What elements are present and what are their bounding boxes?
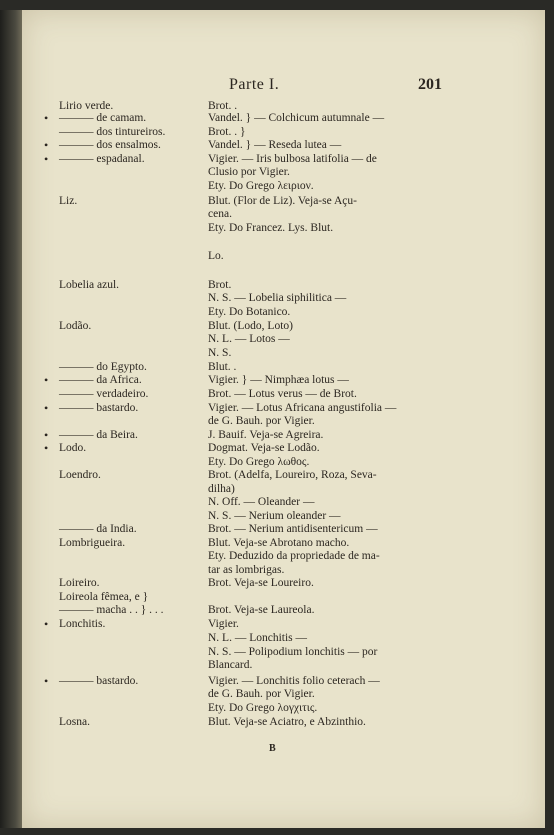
entry-definition: Blancard. — [208, 659, 253, 671]
asterisk-marker: • — [44, 138, 49, 152]
entry-definition: N. L. — Lonchitis — — [208, 632, 308, 644]
entry-definition: Blut. (Flor de Liz). Veja-se Açu- — [208, 195, 357, 207]
entry-definition: Vigier. — Lonchitis folio ceterach — — [208, 675, 380, 687]
asterisk-marker: • — [44, 441, 49, 455]
entry-definition: Vigier. — Lotus Africana angustifolia — — [208, 402, 397, 414]
entry-definition: Lo. — [208, 250, 224, 262]
entry-definition: Vigier. } — Nimphæa lotus — — [208, 374, 349, 386]
entry-headword: ——— da India. — [59, 523, 137, 535]
entry-headword: ——— da Beira. — [59, 429, 138, 441]
entry-headword: Lirio verde. — [59, 100, 114, 112]
entry-definition: Clusio por Vigier. — [208, 166, 290, 178]
entry-definition: Blut. . — [208, 361, 237, 373]
entry-definition: Brot. Veja-se Loureiro. — [208, 577, 314, 589]
running-header — [22, 72, 545, 96]
entry-headword: ——— do Egypto. — [59, 361, 147, 373]
entry-definition: Brot. — [208, 279, 232, 291]
entry-definition: Ety. Deduzido da propriedade de ma- — [208, 550, 380, 562]
entry-definition: Dogmat. Veja-se Lodão. — [208, 442, 320, 454]
entry-headword: ——— macha . . } . . . — [59, 604, 164, 616]
entry-definition: Ety. Do Botanico. — [208, 306, 291, 318]
entry-definition: N. S. — Nerium oleander — — [208, 510, 341, 522]
entry-definition: Blut. Veja-se Abrotano macho. — [208, 537, 350, 549]
entry-headword: Lobelia azul. — [59, 279, 120, 291]
entry-headword: ——— bastardo. — [59, 402, 139, 414]
asterisk-marker: • — [44, 111, 49, 125]
entry-headword: ——— dos tintureiros. — [59, 126, 166, 138]
entry-definition: N. S. — Lobelia siphilitica — — [208, 292, 347, 304]
entry-definition: Brot. Veja-se Laureola. — [208, 604, 315, 616]
entry-definition: cena. — [208, 208, 232, 220]
asterisk-marker: • — [44, 617, 49, 631]
entry-headword: ——— da Africa. — [59, 374, 142, 386]
entry-headword: ——— verdadeiro. — [59, 388, 149, 400]
entry-headword: Lombrigueira. — [59, 537, 126, 549]
entry-headword: Lodo. — [59, 442, 87, 454]
entry-headword: Liz. — [59, 195, 78, 207]
entry-definition: Vigier. — Iris bulbosa latifolia — de — [208, 153, 377, 165]
entry-headword: ——— de camam. — [59, 112, 147, 124]
asterisk-marker: • — [44, 373, 49, 387]
entry-definition: Vandel. } — Colchicum autumnale — — [208, 112, 385, 124]
entry-headword: Losna. — [59, 716, 90, 728]
entry-definition: Ety. Do Grego λογχιτις. — [208, 702, 318, 714]
entry-headword: ——— bastardo. — [59, 675, 139, 687]
entry-definition: Ety. Do Grego λωθος. — [208, 456, 310, 468]
entry-definition: Brot. . — [208, 100, 238, 112]
entry-definition: tar as lombrigas. — [208, 564, 285, 576]
entry-definition: Ety. Do Grego λειριον. — [208, 180, 314, 192]
asterisk-marker: • — [44, 674, 49, 688]
entry-headword: Loendro. — [59, 469, 101, 481]
entry-headword: Loireiro. — [59, 577, 100, 589]
entry-definition: dilha) — [208, 483, 235, 495]
entry-definition: Blut. (Lodo, Loto) — [208, 320, 293, 332]
entry-definition: J. Bauif. Veja-se Agreira. — [208, 429, 324, 441]
entry-definition: Ety. Do Francez. Lys. Blut. — [208, 222, 334, 234]
entry-definition: N. L. — Lotos — — [208, 333, 290, 345]
entry-headword: Loireola fêmea, e } — [59, 591, 149, 603]
asterisk-marker: • — [44, 401, 49, 415]
entry-definition: N. S. — Polipodium lonchitis — por — [208, 646, 378, 658]
entry-definition: Brot. . } — [208, 126, 246, 138]
entry-headword: Lonchitis. — [59, 618, 106, 630]
entry-definition: N. Off. — Oleander — — [208, 496, 315, 508]
entry-definition: de G. Bauh. por Vigier. — [208, 688, 315, 700]
entry-definition: Vandel. } — Reseda lutea — — [208, 139, 342, 151]
entry-definition: N. S. — [208, 347, 232, 359]
entry-headword: Lodão. — [59, 320, 92, 332]
entry-definition: de G. Bauh. por Vigier. — [208, 415, 315, 427]
entry-definition: Brot. (Adelfa, Loureiro, Roza, Seva- — [208, 469, 377, 481]
entry-headword: ——— dos ensalmos. — [59, 139, 161, 151]
entry-definition: Vigier. — [208, 618, 239, 630]
book-page — [22, 10, 545, 828]
entry-headword: ——— espadanal. — [59, 153, 145, 165]
entry-definition: Brot. — Nerium antidisentericum — — [208, 523, 378, 535]
entry-definition: Brot. — Lotus verus — de Brot. — [208, 388, 357, 400]
part-title: Parte I. — [229, 76, 280, 93]
asterisk-marker: • — [44, 152, 49, 166]
book-gutter — [0, 10, 22, 828]
printer-signature: B — [269, 743, 276, 754]
page-number: 201 — [418, 76, 442, 93]
entry-definition: Blut. Veja-se Aciatro, e Abzinthio. — [208, 716, 366, 728]
asterisk-marker: • — [44, 428, 49, 442]
